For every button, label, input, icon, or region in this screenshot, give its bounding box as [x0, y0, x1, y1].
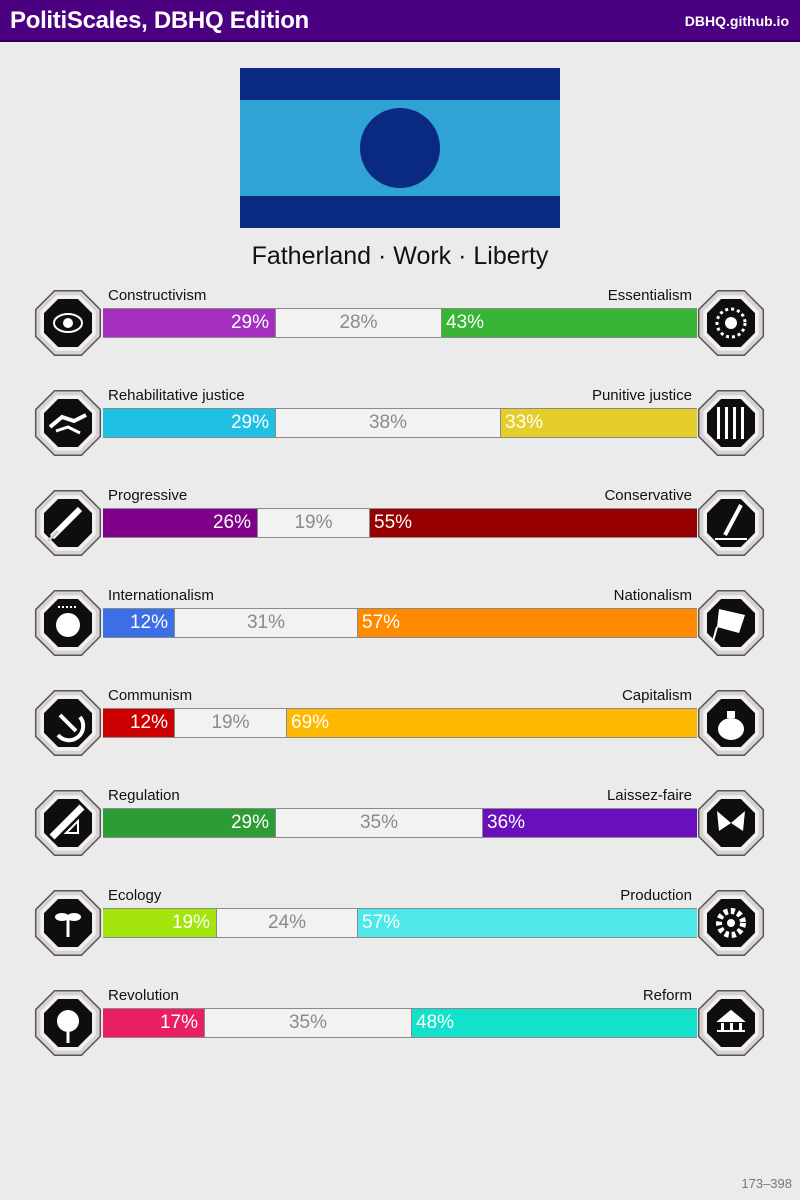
axis-bar: [103, 308, 697, 338]
axis-left-value: 26%: [103, 509, 257, 537]
rose-icon: [32, 987, 104, 1059]
axis-neutral-value: 19%: [257, 509, 370, 537]
axis-right-value: 57%: [358, 609, 697, 637]
hammer-sickle-icon: [32, 687, 104, 759]
motto: Fatherland · Work · Liberty: [251, 242, 549, 270]
axis-neutral-value: 35%: [275, 809, 483, 837]
eye-icon: [32, 287, 104, 359]
axis-left-label: Regulation: [108, 787, 180, 804]
axis-bar: [103, 708, 697, 738]
axis-neutral-value: 19%: [174, 709, 287, 737]
axis-right-value: 48%: [412, 1009, 697, 1037]
axis-left-label: Internationalism: [108, 587, 214, 604]
quill-icon: [695, 487, 767, 559]
prison-bars-icon: [695, 387, 767, 459]
axis-left-label: Communism: [108, 687, 193, 704]
rocket-icon: [32, 487, 104, 559]
axis-right-value: 43%: [442, 309, 697, 337]
axis-bar: [103, 808, 697, 838]
app-header: [0, 0, 800, 42]
handshake-icon: [32, 387, 104, 459]
flag-icon: [695, 587, 767, 659]
axis-row: [0, 687, 800, 767]
axis-right-label: Conservative: [604, 487, 692, 504]
money-bag-icon: [695, 687, 767, 759]
axis-right-label: Essentialism: [607, 287, 692, 304]
axis-right-label: Punitive justice: [591, 387, 692, 404]
axis-left-value: 19%: [103, 909, 216, 937]
axis-right-label: Production: [620, 887, 692, 904]
axis-right-value: 57%: [358, 909, 697, 937]
axis-neutral-value: 24%: [216, 909, 358, 937]
axis-right-value: 55%: [370, 509, 697, 537]
flag-circle: [360, 108, 440, 188]
axis-bar: [103, 508, 697, 538]
axis-row: [0, 787, 800, 867]
axis-left-label: Revolution: [108, 987, 179, 1004]
axis-row: [0, 987, 800, 1067]
ruler-icon: [32, 787, 104, 859]
axis-right-label: Laissez-faire: [606, 787, 692, 804]
axis-left-value: 29%: [103, 309, 275, 337]
parliament-icon: [695, 987, 767, 1059]
axis-right-label: Nationalism: [613, 587, 692, 604]
axis-right-label: Capitalism: [621, 687, 692, 704]
flower-icon: [695, 287, 767, 359]
result-flag: [240, 68, 560, 228]
sprout-icon: [32, 887, 104, 959]
axis-row: [0, 587, 800, 667]
axis-bar: [103, 608, 697, 638]
axis-left-value: 17%: [103, 1009, 204, 1037]
axis-row: [0, 287, 800, 367]
axis-neutral-value: 28%: [275, 309, 442, 337]
axis-left-value: 12%: [103, 709, 174, 737]
axis-bar: [103, 1008, 697, 1038]
axis-left-label: Constructivism: [108, 287, 207, 304]
flag-stripe-top: [240, 68, 560, 100]
site-link[interactable]: DBHQ.github.io: [684, 13, 789, 29]
globe-icon: [32, 587, 104, 659]
flag-stripe-bottom: [240, 196, 560, 228]
axis-right-value: 36%: [483, 809, 697, 837]
axis-neutral-value: 35%: [204, 1009, 412, 1037]
axis-left-value: 29%: [103, 409, 275, 437]
app-title: PolitiScales, DBHQ Edition: [10, 7, 309, 34]
axis-right-value: 69%: [287, 709, 697, 737]
axis-left-value: 29%: [103, 809, 275, 837]
axis-bar: [103, 408, 697, 438]
butterfly-icon: [695, 787, 767, 859]
axis-row: [0, 387, 800, 467]
axis-left-label: Rehabilitative justice: [108, 387, 245, 404]
axis-left-value: 12%: [103, 609, 174, 637]
axis-left-label: Ecology: [108, 887, 162, 904]
footer-code: 173–398: [741, 1176, 792, 1191]
axis-neutral-value: 38%: [275, 409, 501, 437]
axis-neutral-value: 31%: [174, 609, 358, 637]
axis-right-label: Reform: [642, 987, 692, 1004]
axis-bar: [103, 908, 697, 938]
gear-icon: [695, 887, 767, 959]
axis-right-value: 33%: [501, 409, 697, 437]
axis-row: [0, 487, 800, 567]
axis-row: [0, 887, 800, 967]
axis-left-label: Progressive: [108, 487, 188, 504]
